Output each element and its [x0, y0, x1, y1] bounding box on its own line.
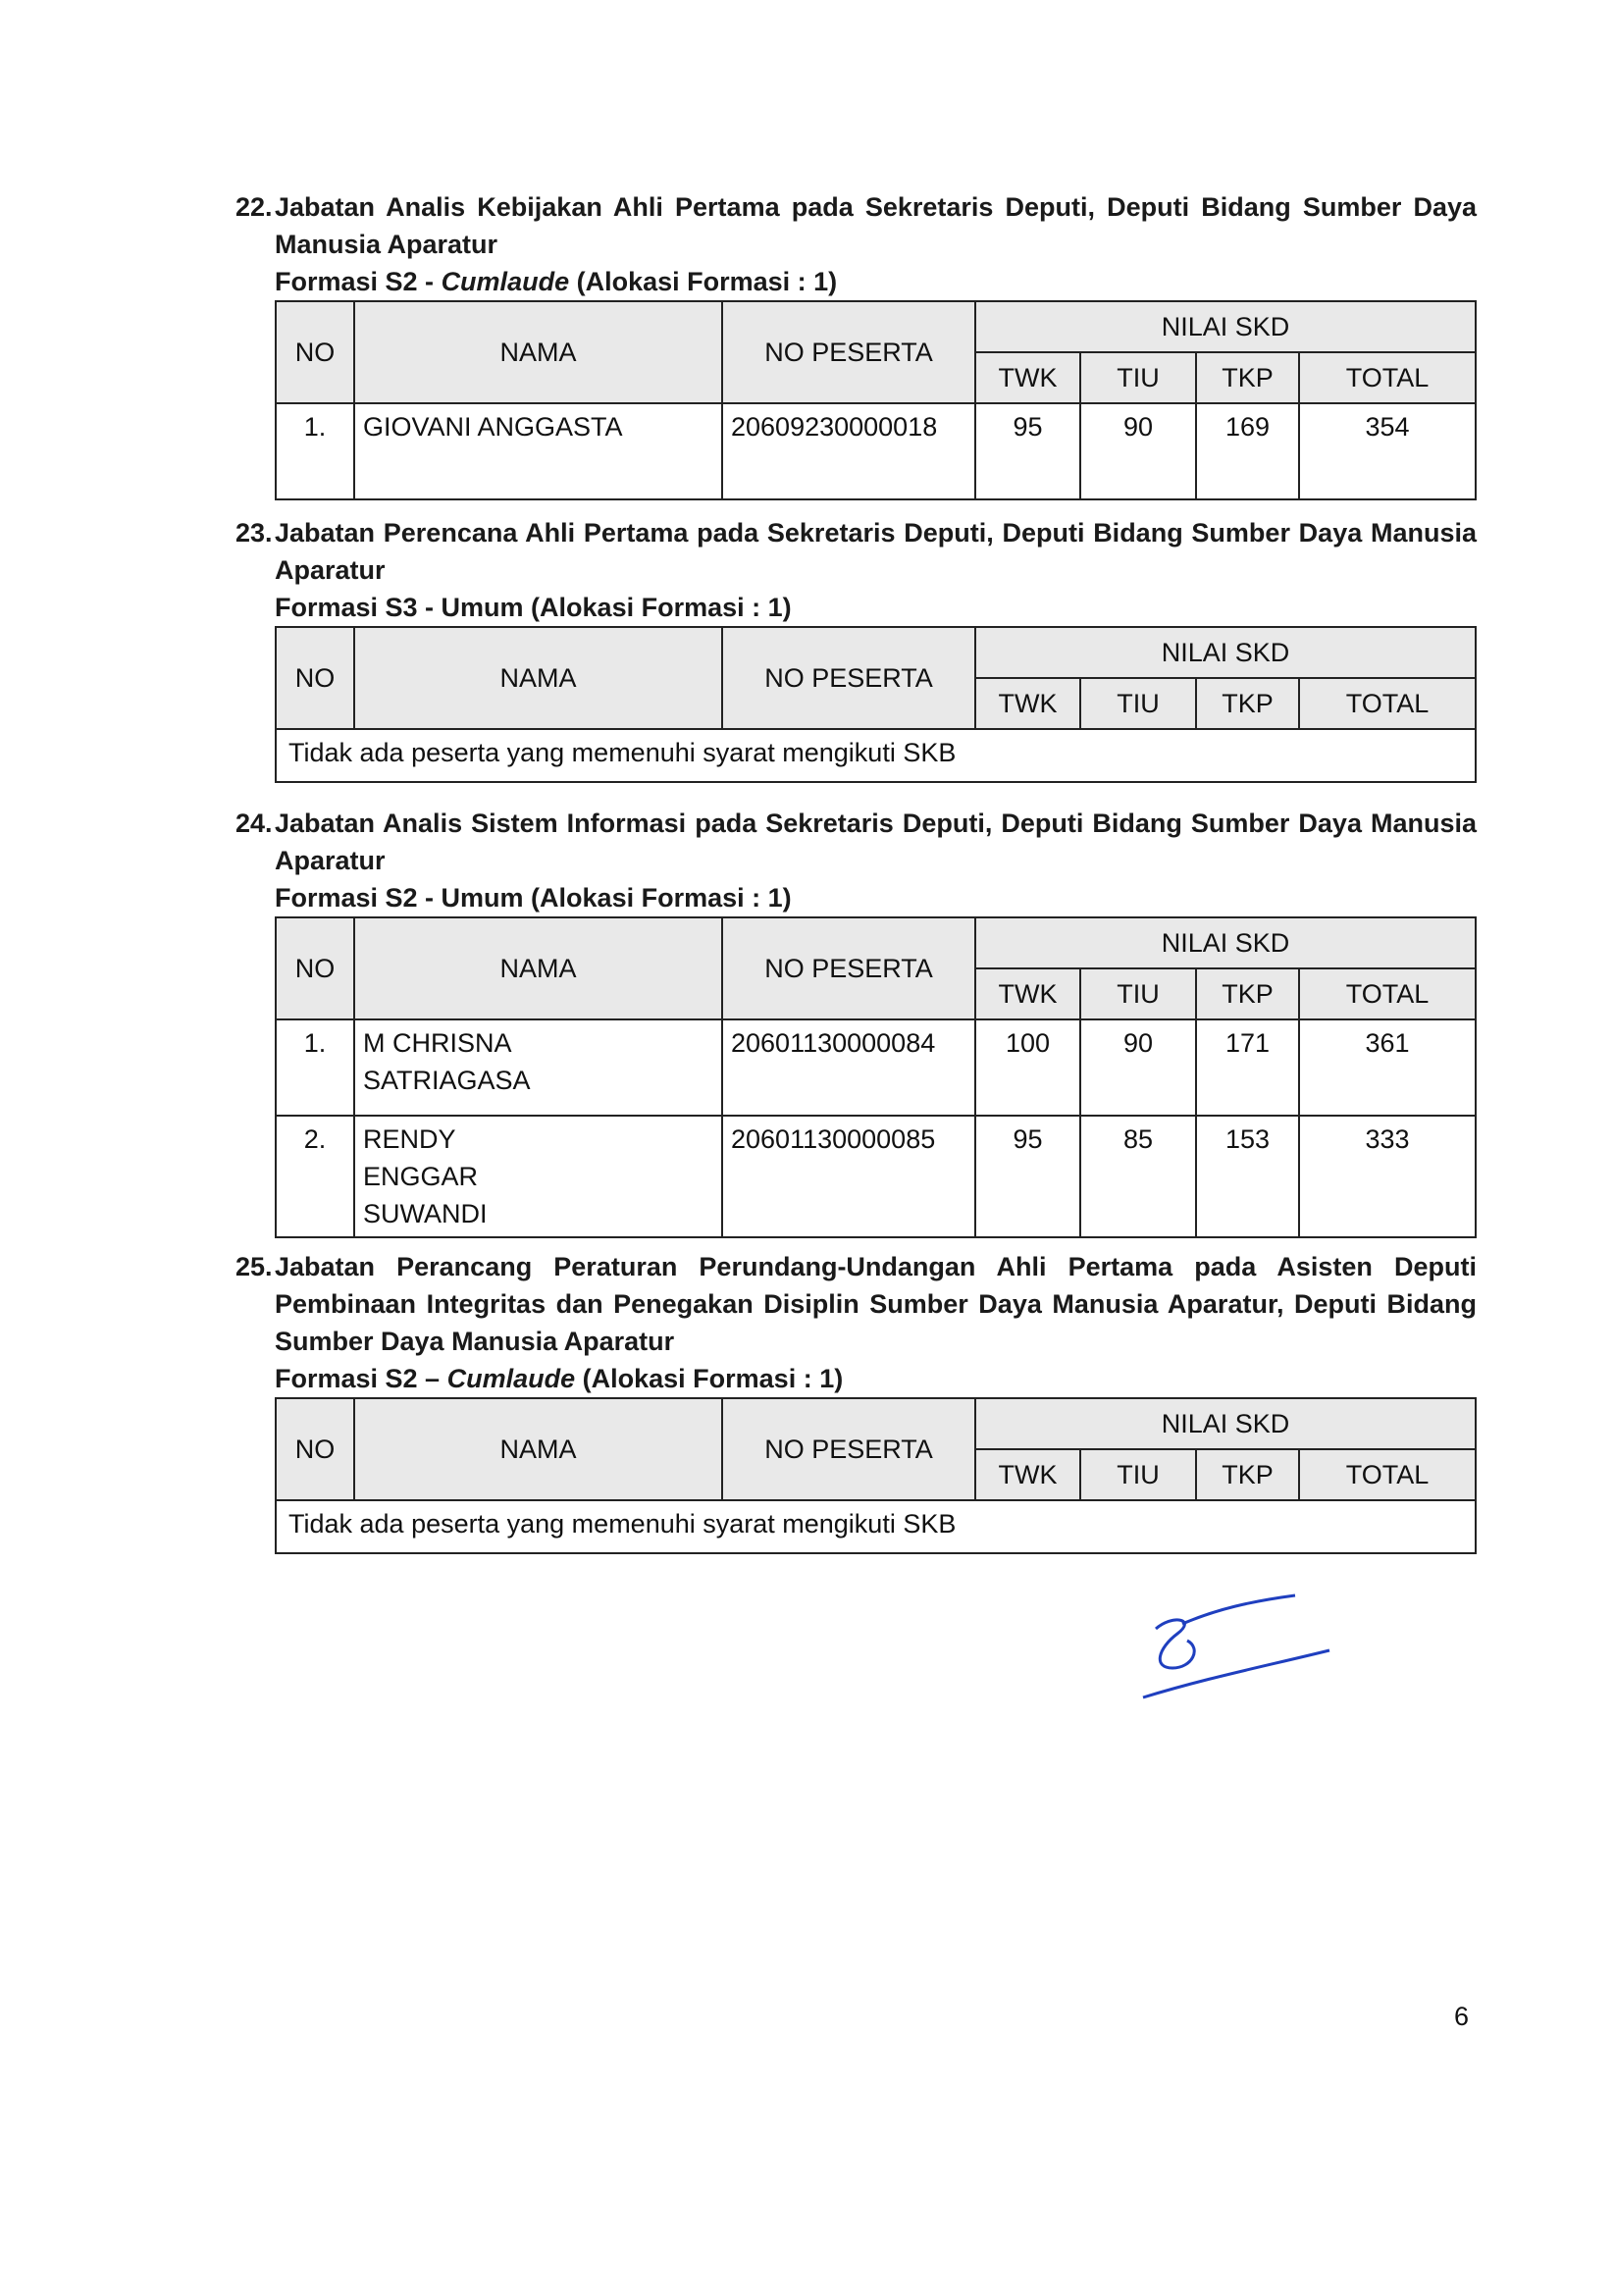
header-nilai-skd: NILAI SKD [975, 1398, 1476, 1449]
formasi-line: Formasi S2 - Umum (Alokasi Formasi : 1) [275, 883, 792, 913]
signature-mark [1128, 1580, 1344, 1707]
section-number: 25. [235, 1252, 273, 1281]
header-total: TOTAL [1299, 968, 1476, 1019]
header-twk: TWK [975, 352, 1080, 403]
table-row [276, 729, 1476, 782]
cell-twk: 95 [975, 403, 1080, 499]
formasi-line: Formasi S2 - Cumlaude (Alokasi Formasi : 1) [275, 267, 838, 296]
section-heading [235, 514, 1477, 626]
header-no: NO [276, 627, 354, 729]
header-nilai-skd: NILAI SKD [975, 301, 1476, 352]
cell-peserta: 20601130000084 [722, 1019, 975, 1116]
header-tiu: TIU [1080, 352, 1196, 403]
section-heading [235, 188, 1477, 300]
cell-nama: M CHRISNA SATRIAGASA [354, 1019, 722, 1116]
cell-tiu: 85 [1080, 1116, 1196, 1237]
formasi-line: Formasi S2 – Cumlaude (Alokasi Formasi : 1) [275, 1364, 844, 1393]
section-heading [235, 1248, 1477, 1397]
cell-twk: 95 [975, 1116, 1080, 1237]
table-row [276, 1500, 1476, 1553]
section-title: Jabatan Perancang Peraturan Perundang-Undangan Ahli Pertama pada Asisten Deputi Pembinaan Integritas dan Penegakan Disiplin Sumber Daya Manusia Aparatur, Deputi Bidang Sumber Daya Manusia Aparatur [275, 1252, 1477, 1356]
cell-peserta: 20601130000085 [722, 1116, 975, 1237]
header-twk: TWK [975, 1449, 1080, 1500]
header-tkp: TKP [1196, 968, 1299, 1019]
cell-no: 1. [276, 1019, 354, 1116]
section-title: Jabatan Analis Kebijakan Ahli Pertama pada Sekretaris Deputi, Deputi Bidang Sumber Daya Manusia Aparatur [275, 192, 1477, 259]
header-nama: NAMA [354, 627, 722, 729]
header-twk: TWK [975, 968, 1080, 1019]
section-heading [235, 805, 1477, 916]
cell-total: 333 [1299, 1116, 1476, 1237]
header-tkp: TKP [1196, 678, 1299, 729]
header-nilai-skd: NILAI SKD [975, 627, 1476, 678]
header-no-peserta: NO PESERTA [722, 627, 975, 729]
header-nama: NAMA [354, 1398, 722, 1500]
cell-total: 361 [1299, 1019, 1476, 1116]
section-title: Jabatan Analis Sistem Informasi pada Sekretaris Deputi, Deputi Bidang Sumber Daya Manusia Aparatur [275, 809, 1477, 875]
header-no-peserta: NO PESERTA [722, 301, 975, 403]
cell-nama: RENDY ENGGAR SUWANDI [354, 1116, 722, 1237]
cell-nama: GIOVANI ANGGASTA [354, 403, 722, 499]
empty-message: Tidak ada peserta yang memenuhi syarat mengikuti SKB [276, 1500, 1476, 1553]
header-no: NO [276, 1398, 354, 1500]
cell-total: 354 [1299, 403, 1476, 499]
header-nama: NAMA [354, 301, 722, 403]
header-no-peserta: NO PESERTA [722, 917, 975, 1019]
cell-tkp: 153 [1196, 1116, 1299, 1237]
section-number: 24. [235, 809, 273, 838]
header-tiu: TIU [1080, 1449, 1196, 1500]
cell-peserta: 20609230000018 [722, 403, 975, 499]
header-no: NO [276, 917, 354, 1019]
results-table [275, 300, 1477, 500]
header-tkp: TKP [1196, 1449, 1299, 1500]
header-no: NO [276, 301, 354, 403]
header-nilai-skd: NILAI SKD [975, 917, 1476, 968]
section-25 [235, 1248, 1477, 1554]
section-22 [235, 188, 1477, 500]
results-table [275, 1397, 1477, 1554]
header-tiu: TIU [1080, 678, 1196, 729]
results-table [275, 916, 1477, 1238]
section-number: 22. [235, 192, 273, 222]
section-23 [235, 514, 1477, 783]
page-number: 6 [1454, 2002, 1470, 2031]
header-no-peserta: NO PESERTA [722, 1398, 975, 1500]
table-row [276, 403, 1476, 499]
cell-no: 2. [276, 1116, 354, 1237]
cell-tkp: 171 [1196, 1019, 1299, 1116]
header-tkp: TKP [1196, 352, 1299, 403]
section-24 [235, 805, 1477, 1238]
header-tiu: TIU [1080, 968, 1196, 1019]
cell-twk: 100 [975, 1019, 1080, 1116]
cell-no: 1. [276, 403, 354, 499]
cell-tiu: 90 [1080, 1019, 1196, 1116]
section-number: 23. [235, 518, 273, 548]
results-table [275, 626, 1477, 783]
table-row [276, 1116, 1476, 1237]
cell-tiu: 90 [1080, 403, 1196, 499]
table-row [276, 1019, 1476, 1116]
formasi-line: Formasi S3 - Umum (Alokasi Formasi : 1) [275, 593, 792, 622]
header-total: TOTAL [1299, 678, 1476, 729]
empty-message: Tidak ada peserta yang memenuhi syarat mengikuti SKB [276, 729, 1476, 782]
header-twk: TWK [975, 678, 1080, 729]
header-total: TOTAL [1299, 352, 1476, 403]
header-nama: NAMA [354, 917, 722, 1019]
cell-tkp: 169 [1196, 403, 1299, 499]
header-total: TOTAL [1299, 1449, 1476, 1500]
section-title: Jabatan Perencana Ahli Pertama pada Sekretaris Deputi, Deputi Bidang Sumber Daya Manusia Aparatur [275, 518, 1477, 585]
